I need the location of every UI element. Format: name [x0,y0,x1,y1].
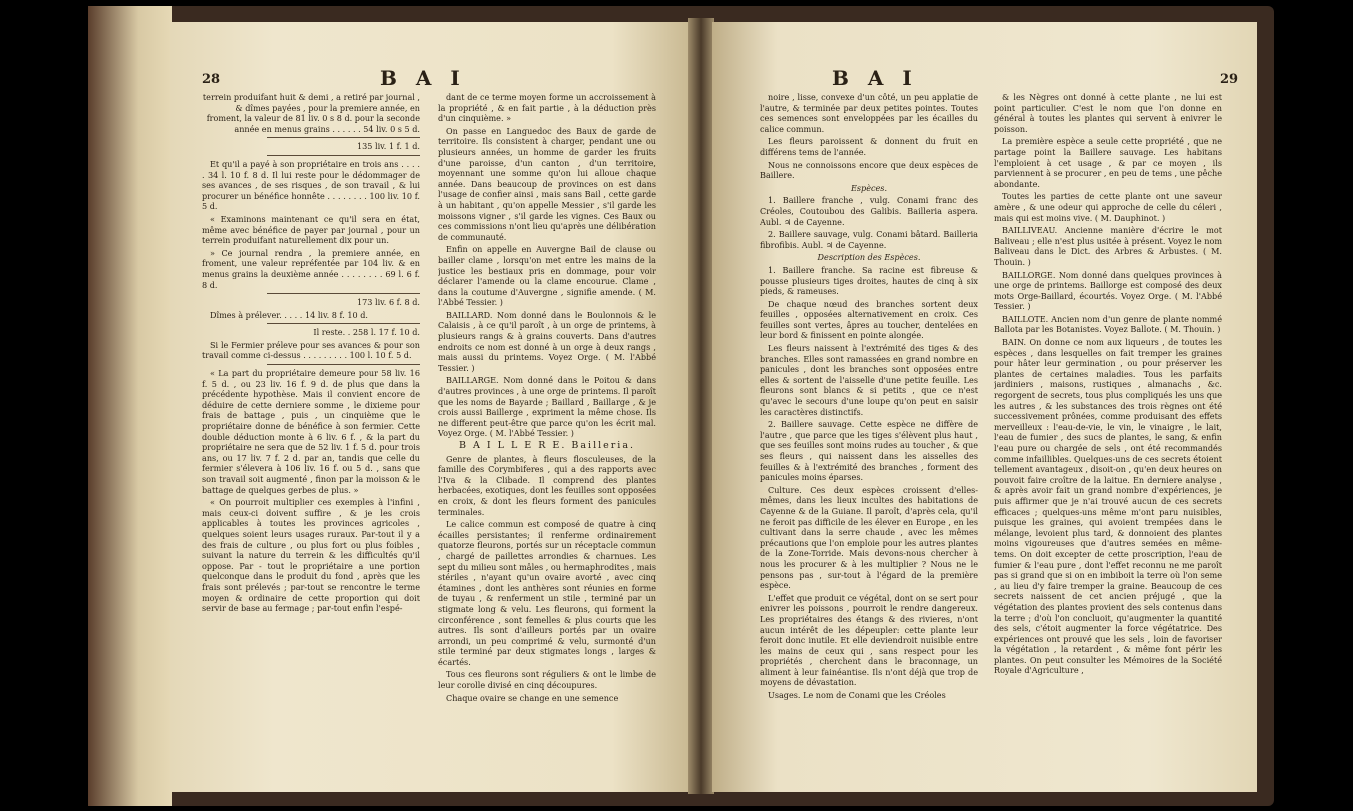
left-column-1 [202,92,420,782]
running-head-left: B A I [380,66,466,90]
book-gutter [688,18,714,794]
paragraph: BAILLOTE. Ancien nom d'un genre de plante nommé Ballota par les Botanistes. Voyez Ballote. ( M. Thouin. ) [994,313,1222,335]
paragraph: 2. Baillere sauvage. Cette espèce ne diffère de l'autre , que parce que les tiges s'élèvent plus haut , que ses feuilles sont moins rudes au toucher , & que ses fleurs , qui naissent dans les aisselles des feuilles & à l'extrémité des branches , forment des panicules moins éparses. [760,419,978,483]
paragraph: Culture. Ces deux espèces croissent d'elles-mêmes, dans les lieux incultes des habitations de Cayenne & de la Guiane. Il paroît, d'après cela, qu'il ne feroit pas difficile de les élever en Europe , en les cultivant dans la serre chaude , avec les mêmes précautions que l'on emploie pour les autres plantes de la Zone-Torride. Mais devons-nous chercher à nous les procurer & à les multiplier ? Nous ne le pensons pas , sur-tout à l'égard de la première espèce. [760,484,978,591]
paragraph: 1. Baillere franche , vulg. Conami franc des Créoles, Coutoubou des Galibis. Bailleria aspera. Aubl. ♃ de Cayenne. [760,195,978,227]
paragraph: 135 liv. 1 f. 1 d. [356,141,420,152]
section-heading: Espèces. [850,182,888,193]
paragraph: Chaque ovaire se change en une semence [446,692,619,703]
page-edges [88,6,172,806]
paragraph: Et qu'il a payé à son propriétaire en trois ans . . . . . 34 l. 10 f. 8 d. Il lui reste pour le dédommager de ses avances , de ses risques , de son travail , & lui procurer un bénéfice honnête . . . . . . . . 100 liv. 10 f. 5 d. [202,158,420,212]
paragraph: Nous ne connoissons encore que deux espèces de Baillere. [760,159,978,181]
paragraph: « On pourroit multiplier ces exemples à l'infini , mais ceux-ci doivent suffire , & je les crois applicables à toutes les provinces agricoles , quelques soient leurs usages ruraux. Par-tout il y a des frais de culture , ou plus fort ou plus foibles , suivant la nature du terrein & les difficultés qu'il oppose. Par - tout le propriétaire a une portion quelconque dans le produit du fond , après que les frais sont prélevés ; par-tout se rencontre le terme moyen & ordinaire de cette proportion qui doit servir de base au fermage ; par-tout enfin l'espé- [202,497,420,614]
paragraph: « La part du propriétaire demeure pour 58 liv. 16 f. 5 d. , ou 23 liv. 16 f. 9 d. de plus que dans la précédente hypothèse. Mais il convient encore de déduire de cette derniere somme , le dixieme pour frais de battage , puis , un cinquième que le propriétaire donne de bénéfice à son fermier. Cette double déduction monte à 6 liv. 6 f. , & la part du propriétaire ne sera que de 52 liv. 1 f. 5 d. pour trois ans, ou 17 liv. 7 f. 2 d. par an, tandis que celle du fermier s'élevera à 106 liv. 16 f. ou 5 d. , sans que son travail soit augmenté , finon par la moisson & le battage de quelques gerbes de plus. » [202,368,420,495]
section-heading: Description des Espèces. [817,252,921,263]
paragraph: Enfin on appelle en Auvergne Bail de clause ou bailler clame , lorsqu'on met entre les mains de la justice les bestiaux pris en dommage, pour voir déclarer l'amende ou la clame encourue. Clame , dans la coutume d'Auvergne , signifie amende. ( M. l'Abbé Tessier. ) [438,244,656,308]
paragraph: « Examinons maintenant ce qu'il sera en état, même avec bénéfice de payer par journal , pour un terrein produifant naturellement dix pour un. [202,213,420,246]
right-column-1 [760,92,978,782]
paragraph: 2. Baillere sauvage, vulg. Conami bâtard. Bailleria fibrofibis. Aubl. ♃ de Cayenne. [760,229,978,250]
paragraph: Dîmes à prélever. . . . . 14 liv. 8 f. 10 d. [210,309,368,320]
right-column-2 [994,92,1222,782]
paragraph: BAILLARGE. Nom donné dans le Poitou & dans d'autres provinces , à une orge de printems. Il paroît que les noms de Bayarde ; Baillard , Baillarge , & je crois aussi Baillerge , expriment la même chose. Ils ne different peut-être que parce qu'on les écrit mal. Voyez Orge. ( M. l'Abbé Tessier. ) [438,375,656,439]
divider [267,155,420,156]
paragraph: L'effet que produit ce végétal, dont on se sert pour enivrer les poissons , pourroit le rendre dangereux. Les propriétaires des étangs & des rivieres, n'ont aucun intérêt de les dépeupler: cette plante leur feroit donc inutile. Et elle deviendroit nuisible entre les mains de ceux qui , sans respect pour les propriétés , cherchent dans le braconnage, un aliment à leur fainéantise. Ils n'ont déjà que trop de moyens de dévastation. [760,592,978,688]
page-number-left: 28 [202,72,221,87]
divider [267,293,420,294]
paragraph: dant de ce terme moyen forme un accroissement à la propriété , & en fait partie , à la déduction près d'un cinquième. » [438,92,656,124]
paragraph: & les Nègres ont donné à cette plante , ne lui est point particulier. C'est le nom que l'on donne en général à toutes les plantes qui servent à enivrer le poisson. [994,92,1222,134]
paragraph: On passe en Languedoc des Baux de garde de territoire. Ils consistent à charger, pendant une ou plusieurs années, un homme de garder les fruits d'une paroisse, d'un canton , d'un territoire, moyennant une somme qu'on lui alloue chaque année. Dans beaucoup de provinces on est dans l'usage de confier ainsi , mais sans Bail , cette garde à un habitant , qu'on appelle Messier , s'il garde les moissons vigner , s'il garde les vignes. Ces Baux ou ces commissions n'ont lieu qu'après une délibération de communauté. [438,125,656,242]
paragraph: Tous ces fleurons sont réguliers & ont le limbe de leur corolle divisé en cinq découpures. [438,669,656,691]
paragraph: De chaque nœud des branches sortent deux feuilles , opposées alternativement en croix. Ces feuilles sont vertes, âpres au toucher, dentelées en leur bord & finissent en pointe alongée. [760,298,978,341]
page-number-right: 29 [1220,72,1239,87]
paragraph: BAILLARD. Nom donné dans le Boulonnois & le Calaisis , à ce qu'il paroît , à un orge de printems, à plusieurs rangs & à grains couverts. Dans d'autres endroits ce nom est donné à un orge à deux rangs , mais aussi du printems. Voyez Orge. ( M. l'Abbé Tessier. ) [438,309,656,373]
paragraph: BAIN. On donne ce nom aux liqueurs , de toutes les espèces , dans lesquelles on fait tremper les graines pour hâter leur germination , ou pour préserver les plantes de certaines maladies. Tous les parfaits jardiniers , maisons, rustiques , almanachs , &c. regorgent de secrets, tous plus compliqués les uns que les autres , & les substances des trois règnes ont été successivement prônées, comme produisant des effets merveilleux : l'eau-de-vie, le vin, le vinaigre , le lait, l'eau de fumier , des sucs de plantes, le sang, & enfin l'eau pure ou chargée de sels , ont été recommandés comme infaillibles. Quelques-uns de ces secrets étoient tellement avantageux , disoit-on , qu'en deux heures on pouvoit faire croître de la laitue. En derniere analyse , & après avoir fait un grand nombre d'expériences, je puis affirmer que je n'ai trouvé aucun de ces secrets efficaces ; quelques-uns même m'ont paru nuisibles, puisque les graines, qui avoient trempées dans le mélange, levoient plus tard, & donnoient des plantes moins vigoureuses que d'autres semées en même-tems. On doit excepter de cette proscription, l'eau de fumier & l'eau pure , dont l'effet reconnu ne me paroît pas si grand que si on en imbiboit la terre où l'on seme , au lieu d'y faire tremper la graine. Beaucoup de ces secrets naissent de cet ancien préjugé , que la végétation des plantes provient des sels contenus dans la terre ; d'où l'on concluoit, qu'augmenter la quantité des sels, c'étoit augmenter la force végétatrice. Des expériences ont prouvé que les sels , loin de favoriser la végétation , la retardent , & même font périr les plantes. On peut consulter les Mémoires de la Société Royale d'Agriculture , [994,337,1222,676]
paragraph: Il reste. . 258 l. 17 f. 10 d. [313,327,420,338]
divider [267,364,420,365]
divider [267,137,420,138]
paragraph: terrein produifant huit & demi , a retiré par journal , & dîmes payées , pour la premiere année, en froment, la valeur de 81 liv. 0 s 8 d. pour la seconde année en menus grains . . . . . . 54 liv. 0 s 5 d. [202,92,420,134]
paragraph: La première espèce a seule cette propriété , que ne partage point la Baillere sauvage. Les habitans l'emploient à cet usage , & par ce moyen , ils parviennent à se procurer , en peu de tems , une pêche abondante. [994,136,1222,189]
divider [267,323,420,324]
paragraph: Les fleurs paroissent & donnent du fruit en différens tems de l'année. [760,136,978,157]
paragraph: Si le Fermier préleve pour ses avances & pour son travail comme ci-dessus . . . . . . . . . 100 l. 10 f. 5 d. [202,339,420,361]
section-heading: B A I L L E R E. Bailleria. [458,440,636,451]
paragraph: Usages. Le nom de Conami que les Créoles [768,690,946,701]
paragraph: » Ce journal rendra , la premiere année, en froment, une valeur repréfentée par 104 liv. & en menus grains la deuxième année . . . . . . . . 69 l. 6 f. 8 d. [202,247,420,290]
right-page [712,22,1257,792]
paragraph: Le calice commun est composé de quatre à cinq écailles persistantes; il renferme ordinairement quatorze fleurons, portés sur un réceptacle commun , chargé de paillettes arrondies & charnues. Les sept du milieu sont mâles , ou hermaphrodites , mais stériles , n'ayant qu'un ovaire avorté , avec cinq étamines , dont les anthères sont réunies en forme de tuyau , & renferment un stile , terminé par un stigmate long & velu. Les fleurons, qui forment la circonférence , sont femelles & plus courts que les autres. Ils sont d'ailleurs portés par un ovaire arrondi, un peu comprimé & velu, surmonté d'un stile terminé par deux stigmates longs , larges & écartés. [438,519,656,667]
left-page [170,22,690,792]
paragraph: Les fleurs naissent à l'extrémité des tiges & des branches. Elles sont ramassées en grand nombre en panicules , dont les branches sont opposées entre elles & sortent de l'aisselle d'une petite feuille. Les fleurons sont blancs & si petits , que ce n'est qu'avec le secours d'une loupe qu'on peut en saisir les caractères distinctifs. [760,343,978,417]
paragraph: Toutes les parties de cette plante ont une saveur amère , & une odeur qui approche de celle du céleri , mais qui est moins vive. ( M. Dauphinot. ) [994,191,1222,223]
paragraph: 173 liv. 6 f. 8 d. [356,297,420,308]
paragraph: BAILLORGE. Nom donné dans quelques provinces à une orge de printems. Baillorge est composé des deux mots Orge-Baillard, écourtés. Voyez Orge. ( M. l'Abbé Tessier. ) [994,269,1222,312]
paragraph: BAILLIVEAU. Ancienne manière d'écrire le mot Baliveau ; elle n'est plus usitée à présent. Voyez le nom Baliveau dans le Dict. des Arbres & Arbustes. ( M. Thouin. ) [994,225,1222,267]
paragraph: 1. Baillere franche. Sa racine est fibreuse & pousse plusieurs tiges droites, hautes de cinq à six pieds, & rameuses. [760,264,978,297]
running-head-right: B A I [832,66,918,90]
paragraph: noire , lisse, convexe d'un côté, un peu applatie de l'autre, & terminée par deux petites pointes. Toutes ces semences sont enveloppées par les écailles du calice commun. [760,92,978,134]
paragraph: Genre de plantes, à fleurs flosculeuses, de la famille des Corymbiferes , qui a des rapports avec l'Iva & la Clibade. Il comprend des plantes herbacées, exotiques, dont les feuilles sont opposées en croix, & dont les fleurs forment des panicules terminales. [438,453,656,517]
left-column-2 [438,92,656,782]
